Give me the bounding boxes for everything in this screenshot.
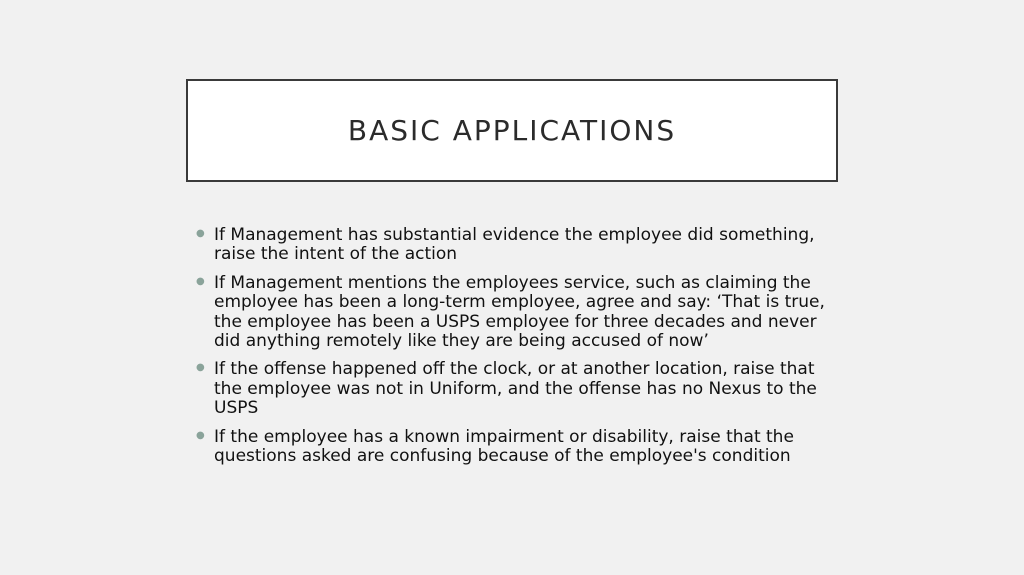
bullet-text: If Management mentions the employees service, such as claiming the employee has been a long-term employee, agree and say: ‘That is true, the employee has been a USPS employee for three decades and never did anything remotely like they are being accused of now’ [214,272,825,352]
bullet-dot-icon: ● [196,429,205,441]
bullet-item [196,226,836,265]
bullet-dot-icon: ● [196,362,205,374]
title-box [186,79,838,182]
slide-title: BASIC APPLICATIONS [347,114,677,147]
bullet-item [196,428,836,467]
bullet-item [196,274,836,352]
bullet-text: If the offense happened off the clock, or at another location, raise that the employee was not in Uniform, and the offense has no Nexus to the USPS [214,359,817,419]
bullet-text: If Management has substantial evidence the employee did something, raise the intent of the action [214,225,815,265]
bullet-dot-icon: ● [196,228,205,239]
bullet-text: If the employee has a known impairment or disability, raise that the questions asked are confusing because of the employee's condition [214,426,794,467]
bullet-dot-icon: ● [196,275,205,287]
bullet-list [196,226,836,475]
bullet-item [196,360,836,418]
